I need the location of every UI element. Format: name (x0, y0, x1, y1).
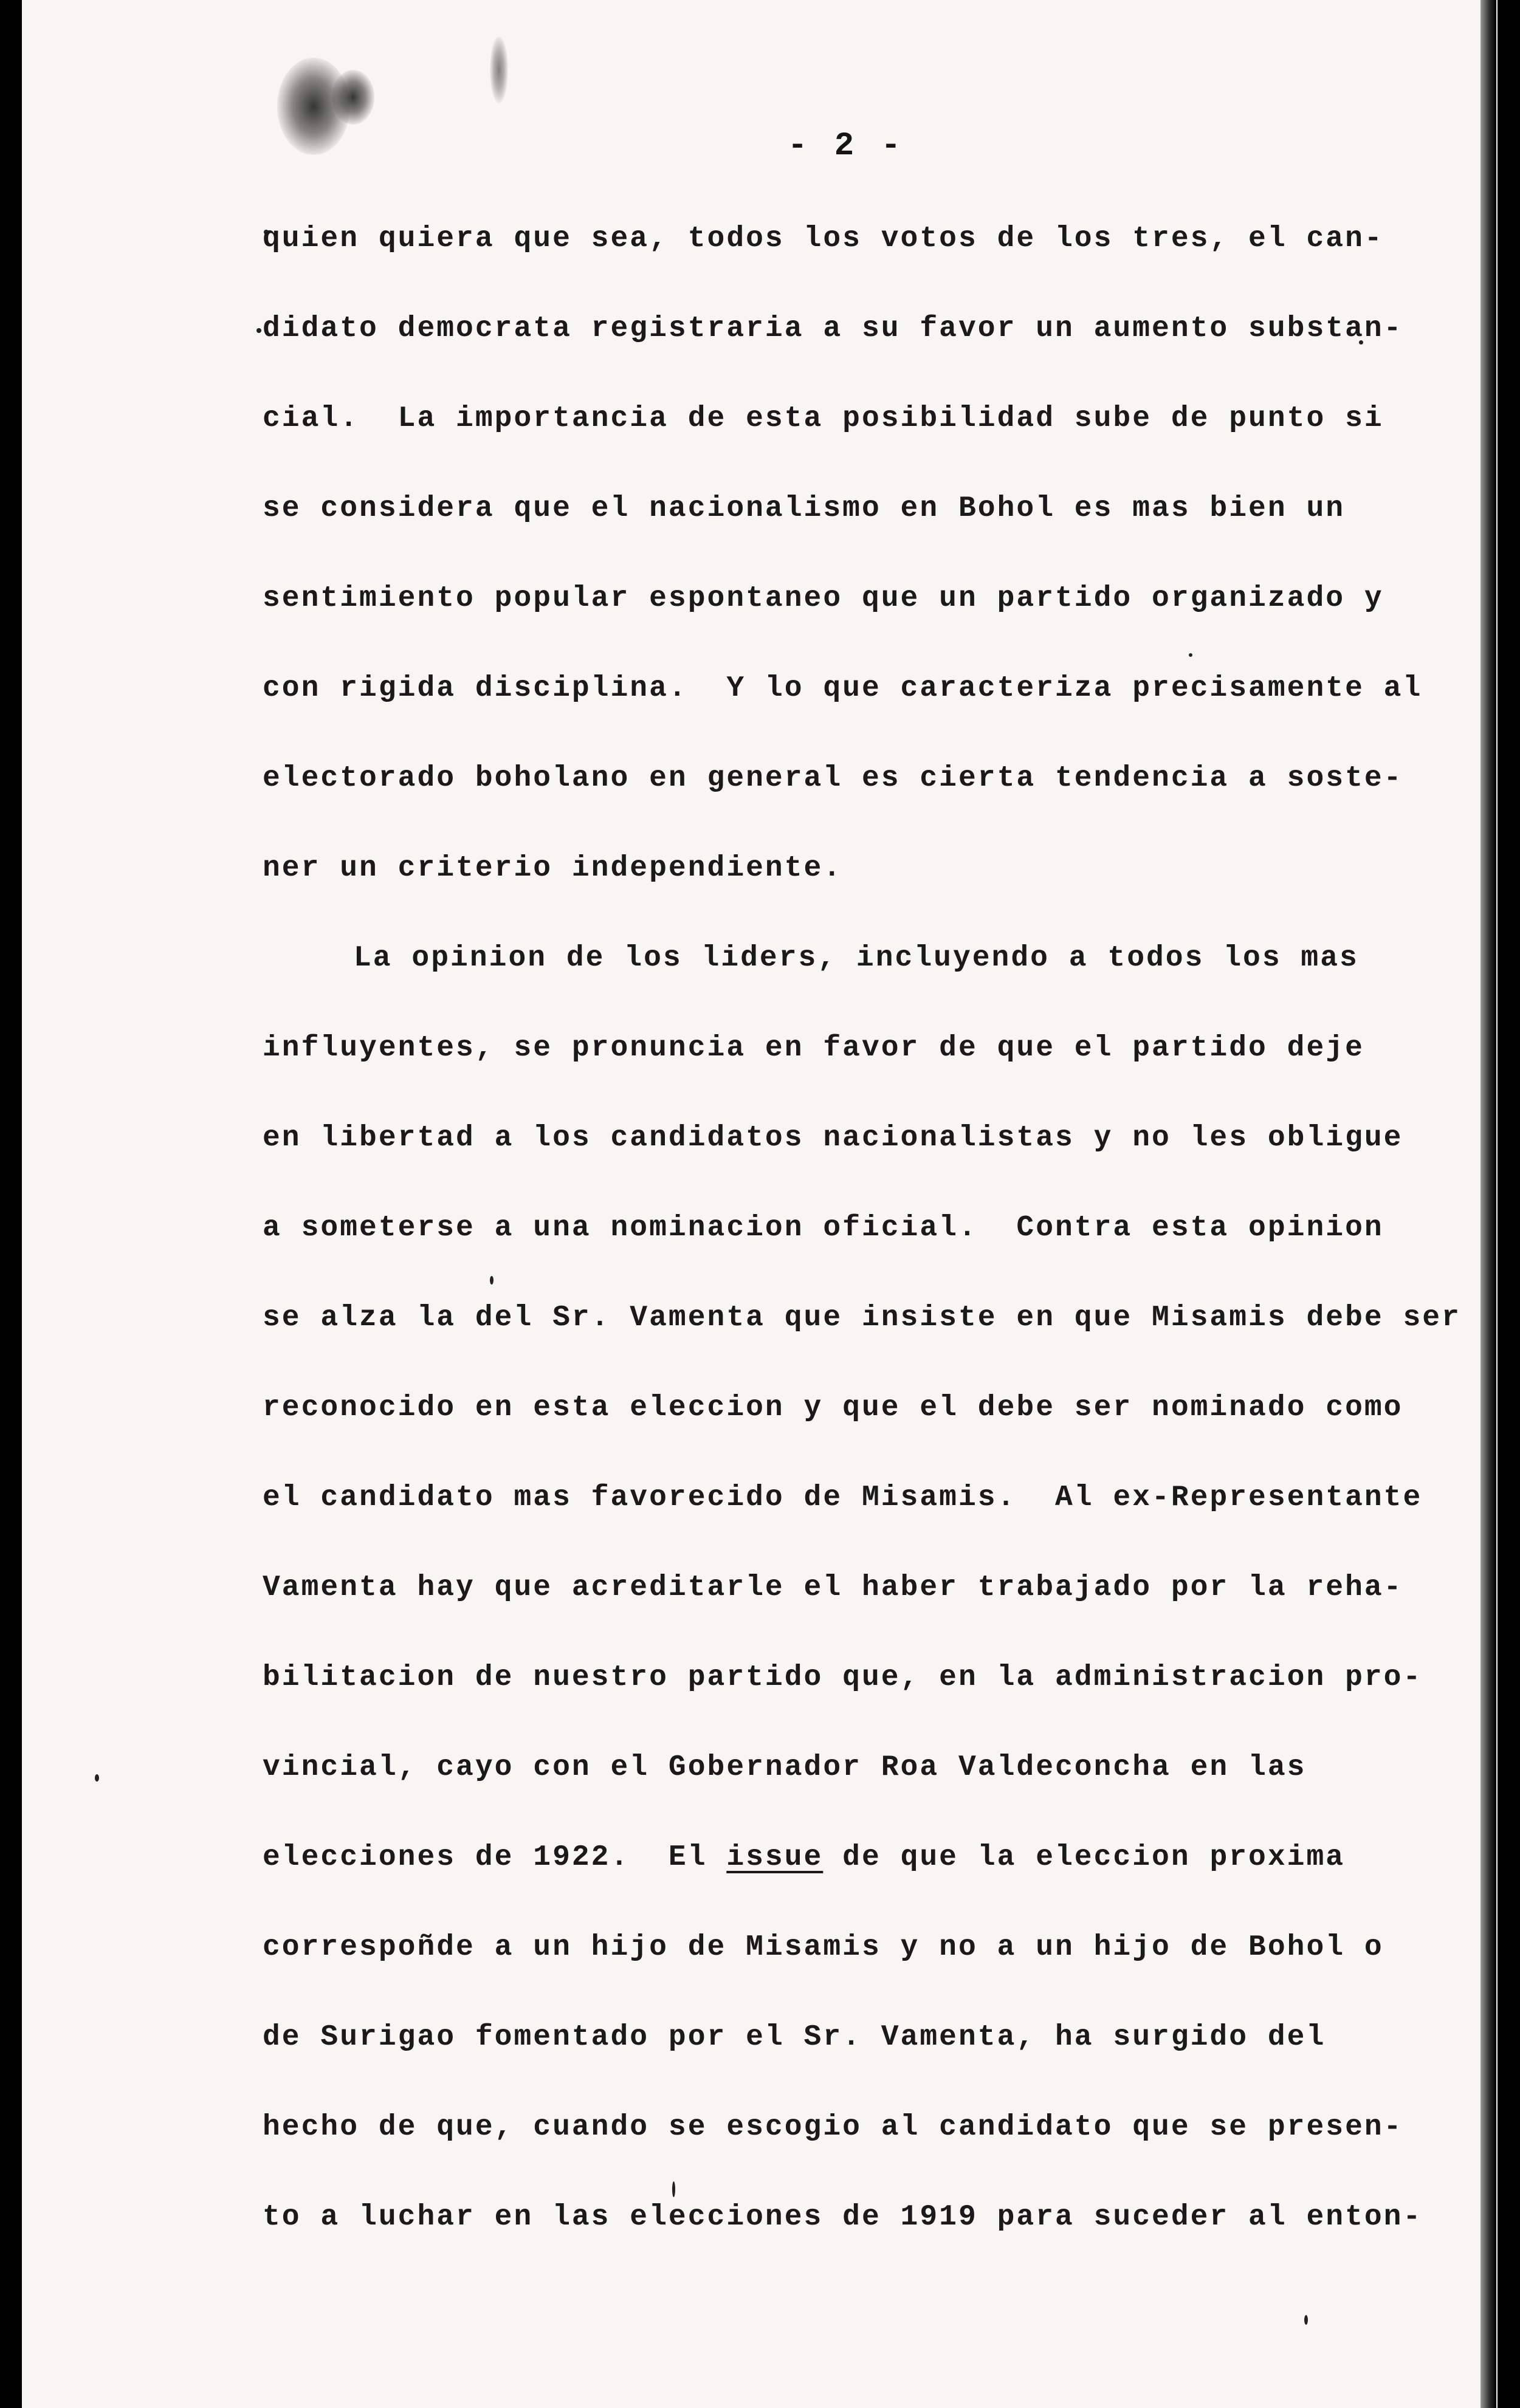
text-line: influyentes, se pronuncia en favor de que el partido deje (263, 1032, 1364, 1065)
text-segment: elecciones de 1922. El (263, 1841, 727, 1874)
text-line: sentimiento popular espontaneo que un partido organizado y (263, 582, 1384, 615)
text-line: quien quiera que sea, todos los votos de los tres, el can- (263, 222, 1384, 255)
page-number: - 2 - (788, 128, 905, 165)
text-line: ner un criterio independiente. (263, 852, 843, 885)
page-edge-shadow (1480, 0, 1496, 2408)
typewritten-text-body (263, 211, 1461, 2280)
text-line: hecho de que, cuando se escogio al candidato que se presen- (263, 2111, 1403, 2144)
text-line: reconocido en esta eleccion y que el debe ser nominado como (263, 1391, 1403, 1424)
text-line: se alza la del Sr. Vamenta que insiste en que Misamis debe ser (263, 1302, 1461, 1334)
text-line: bilitacion de nuestro partido que, en la administracion pro- (263, 1661, 1423, 1694)
text-segment: de que la eleccion proxima (823, 1841, 1346, 1874)
ink-speck (256, 328, 261, 333)
text-line: el candidato mas favorecido de Misamis. Al ex-Representante (263, 1481, 1423, 1514)
text-line-with-underline (263, 1830, 1417, 1920)
ink-speck (1304, 2315, 1308, 2325)
text-line: Vamenta hay que acreditarle el haber trabajado por la reha- (263, 1571, 1403, 1604)
paragraph-start-line: La opinion de los liders, incluyendo a todos los mas (354, 942, 1359, 975)
ink-smudge (490, 36, 508, 103)
text-line: correspoñde a un hijo de Misamis y no a un hijo de Bohol o (263, 1931, 1384, 1964)
text-line: con rigida disciplina. Y lo que caracteriza precisamente al (263, 672, 1423, 705)
text-line: vincial, cayo con el Gobernador Roa Valdeconcha en las (263, 1751, 1307, 1784)
text-line: to a luchar en las elecciones de 1919 para suceder al enton- (263, 2201, 1423, 2234)
text-line: se considera que el nacionalismo en Bohol es mas bien un (263, 492, 1346, 525)
text-line: a someterse a una nominacion oficial. Contra esta opinion (263, 1212, 1384, 1244)
text-line: en libertad a los candidatos nacionalistas y no les obligue (263, 1122, 1403, 1154)
ink-smudge (332, 70, 374, 125)
text-line: electorado boholano en general es cierta tendencia a soste- (263, 762, 1403, 795)
text-line: cial. La importancia de esta posibilidad sube de punto si (263, 402, 1384, 435)
text-line: de Surigao fomentado por el Sr. Vamenta, ha surgido del (263, 2021, 1326, 2054)
underlined-word: issue (726, 1841, 824, 1874)
ink-speck (95, 1774, 99, 1782)
text-line: didato democrata registraria a su favor un aumento substan- (263, 312, 1403, 345)
